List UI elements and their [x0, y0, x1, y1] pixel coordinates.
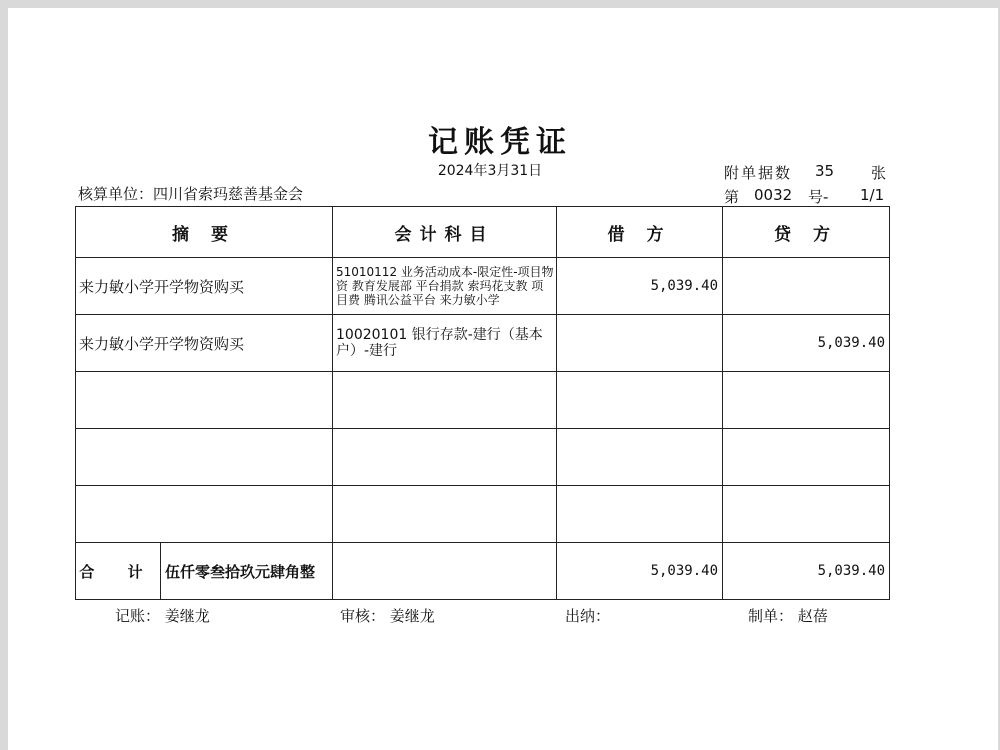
signature-bookkeeper: 记账： 姜继龙: [115, 607, 210, 625]
voucher-page: 1/1: [860, 186, 885, 204]
voucher-no-value: 0032: [754, 186, 793, 204]
row-credit: [723, 258, 890, 315]
table-header-row: [76, 207, 890, 258]
total-label: 合 计: [79, 562, 157, 581]
header-debit: 借 方: [557, 207, 723, 258]
table-row: [76, 372, 890, 429]
attachments-label: 附单据数: [724, 164, 793, 182]
table-row: [76, 429, 890, 486]
table-row: [76, 486, 890, 543]
row-debit: [557, 372, 723, 429]
row-summary: 来力敏小学开学物资购买: [76, 315, 333, 372]
row-credit: [723, 372, 890, 429]
accounting-unit-value: 四川省索玛慈善基金会: [153, 185, 304, 203]
accounting-unit: [78, 183, 303, 204]
row-credit: [723, 486, 890, 543]
voucher-no-label: 第: [724, 188, 740, 206]
row-account: [333, 486, 557, 543]
total-amount-in-words: 伍仟零叁拾玖元肆角整: [165, 562, 316, 581]
table-row: [76, 315, 890, 372]
row-credit: [723, 429, 890, 486]
row-account: 10020101 银行存款-建行（基本户）-建行: [333, 315, 557, 372]
row-debit: [557, 429, 723, 486]
row-summary: [76, 372, 333, 429]
header-summary: 摘 要: [76, 207, 333, 258]
total-words-overflow: [333, 543, 557, 600]
total-row: [76, 543, 890, 600]
row-debit: 5,039.40: [557, 258, 723, 315]
row-account: [333, 429, 557, 486]
table-row: [76, 258, 890, 315]
attachments-unit: 张: [871, 164, 887, 182]
header-credit: 贷 方: [723, 207, 890, 258]
total-credit: 5,039.40: [723, 543, 890, 600]
signature-cashier: 出纳：: [565, 607, 611, 625]
row-account: [333, 372, 557, 429]
header-account: 会计科目: [333, 207, 557, 258]
row-credit: 5,039.40: [723, 315, 890, 372]
voucher-table: [75, 206, 890, 600]
voucher-no-suffix: 号-: [808, 188, 829, 206]
row-summary: [76, 486, 333, 543]
voucher-title: 记账凭证: [428, 125, 572, 160]
row-debit: [557, 315, 723, 372]
signature-reviewer: 审核： 姜继龙: [340, 607, 435, 625]
row-account: 51010112 业务活动成本-限定性-项目物资 教育发展部 平台捐款 索玛花支教 项目费 腾讯公益平台 来力敏小学: [333, 258, 557, 315]
row-summary: [76, 429, 333, 486]
attachments-count: 35: [815, 162, 835, 180]
accounting-unit-label: 核算单位：: [78, 185, 154, 203]
row-summary: 来力敏小学开学物资购买: [76, 258, 333, 315]
row-debit: [557, 486, 723, 543]
voucher-date: 2024年3月31日: [437, 163, 543, 179]
signature-preparer: 制单： 赵蓓: [748, 607, 828, 625]
total-debit: 5,039.40: [557, 543, 723, 600]
total-label-cell: [76, 543, 333, 600]
